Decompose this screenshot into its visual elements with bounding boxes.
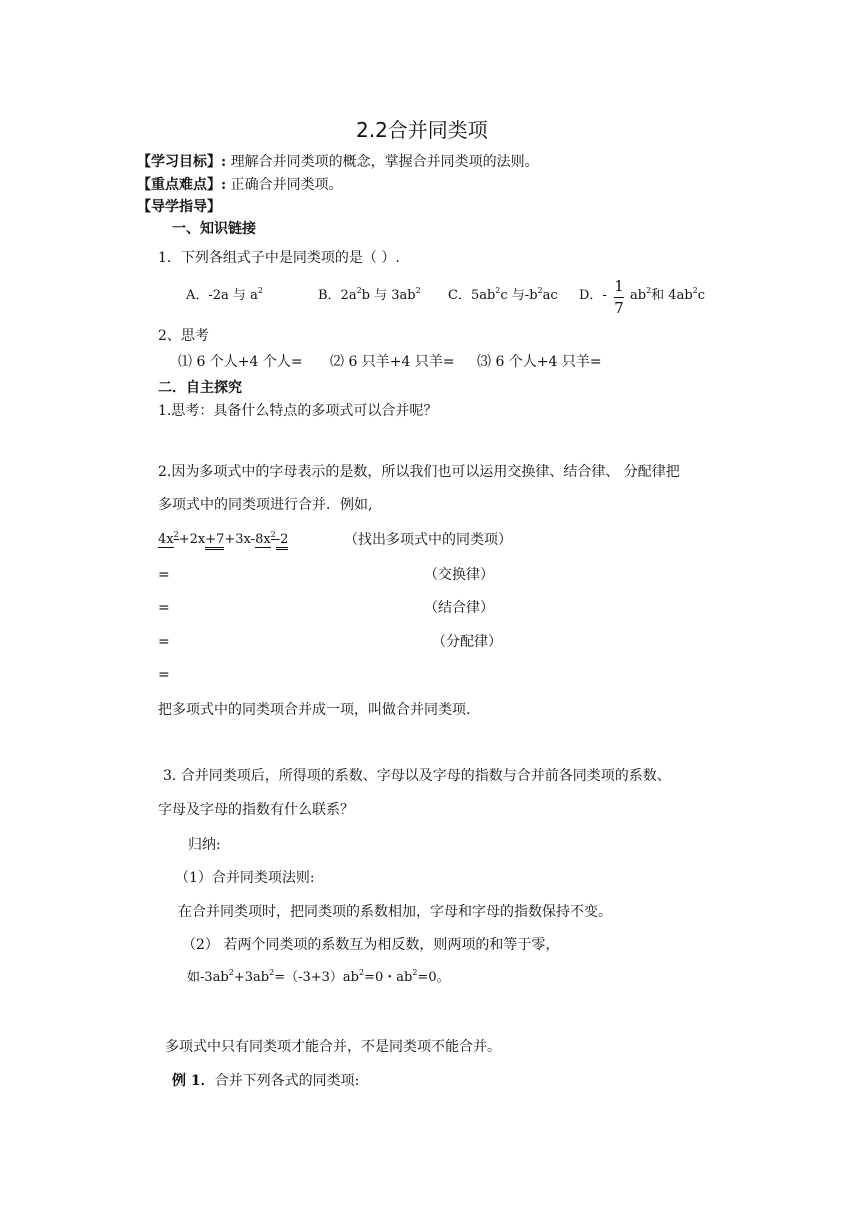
expression-note: （找出多项式中的同类项） xyxy=(344,532,512,548)
step-2-eq: = xyxy=(158,600,170,616)
step-1-eq: = xyxy=(158,567,170,583)
page-title: 2.2合并同类项 xyxy=(356,118,488,142)
option-d-numerator: 1 xyxy=(614,277,624,295)
rule-2-example: 如$-3ab^2+3ab^2=(-3+3)ab^2=0$・$ab^2=0$。 xyxy=(187,968,450,985)
think-label: 2、思考 xyxy=(158,328,209,344)
objective-line xyxy=(137,153,539,171)
keypoint-line xyxy=(137,176,343,194)
question-3-line1: 3. 合并同类项后，所得项的系数、字母以及字母的指数与合并前各同类项的系数、 xyxy=(163,768,671,784)
think-item-1: ⑴ 6 个人+4 个人= xyxy=(178,354,303,370)
objective-label: 【学习目标】: xyxy=(137,154,227,170)
objective-text: 理解合并同类项的概念，掌握合并同类项的法则。 xyxy=(230,154,539,170)
guide-label: 【导学指导】 xyxy=(137,199,221,215)
option-d: $ab^2$和 $4ab^2c$ xyxy=(630,286,706,303)
think-item-3: ⑶ 6 个人+4 只羊= xyxy=(477,354,602,370)
example-expression: $4x^2+2x+7+3x-8x^2-2$ xyxy=(158,531,288,549)
question-1: 1．下列各组式子中是同类项的是（ ）. xyxy=(158,250,400,266)
step-2-note: （结合律） xyxy=(424,600,494,616)
section1-heading: 一、知识链接 xyxy=(172,221,256,237)
step-3-note: （分配律） xyxy=(432,634,502,650)
explore-question-2-line2: 多项式中的同类项进行合并．例如, xyxy=(158,497,373,513)
explore-question-2-line1: 2.因为多项式中的字母表示的是数，所以我们也可以运用交换律、结合律、 分配律把 xyxy=(158,464,680,480)
definition-text: 把多项式中的同类项合并成一项，叫做合并同类项. xyxy=(158,702,471,718)
step-4-eq: = xyxy=(158,667,170,683)
think-item-2: ⑵ 6 只羊+4 只羊= xyxy=(330,354,455,370)
option-d-prefix: D．- xyxy=(579,288,607,303)
option-a: A．-2a 与 $a^2$ xyxy=(186,286,263,303)
step-3-eq: = xyxy=(158,634,170,650)
note-text: 多项式中只有同类项才能合并，不是同类项不能合并。 xyxy=(165,1039,501,1055)
rule-1-label: （1）合并同类项法则: xyxy=(175,870,315,886)
section2-heading: 二．自主探究 xyxy=(158,380,242,396)
option-d-fraction-bar xyxy=(614,297,624,298)
summary-label: 归纳: xyxy=(188,837,221,853)
option-c: C．$5ab^2c$ 与$-b^2ac$ xyxy=(448,286,558,303)
option-b: B．$2a^2b$ 与 $3ab^2$ xyxy=(318,286,421,303)
question-3-line2: 字母及字母的指数有什么联系？ xyxy=(158,802,354,818)
rule-2-text: （2） 若两个同类项的系数互为相反数，则两项的和等于零， xyxy=(182,937,560,953)
example-1 xyxy=(172,1072,359,1090)
example-1-text: 合并下列各式的同类项: xyxy=(214,1073,360,1089)
step-1-note: （交换律） xyxy=(424,567,494,583)
example-1-label: 例 1． xyxy=(172,1073,215,1089)
keypoint-label: 【重点难点】: xyxy=(137,177,227,193)
option-d-denominator: 7 xyxy=(614,299,624,317)
keypoint-text: 正确合并同类项。 xyxy=(230,177,343,193)
explore-question-1: 1.思考：具备什么特点的多项式可以合并呢？ xyxy=(158,403,438,419)
rule-1-text: 在合并同类项时，把同类项的系数相加，字母和字母的指数保持不变。 xyxy=(178,904,612,920)
